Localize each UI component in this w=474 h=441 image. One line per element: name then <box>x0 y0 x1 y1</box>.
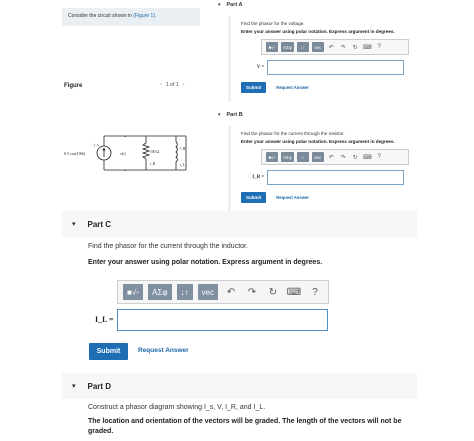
resistor-icon <box>143 143 149 159</box>
resistor-value-label: 100 Ω <box>150 150 159 154</box>
help-icon[interactable]: ? <box>377 154 381 160</box>
prev-figure-icon[interactable]: ‹ <box>160 82 162 88</box>
vec-button[interactable]: vec <box>312 42 324 52</box>
part-c-question: Find the phasor for the current through the inductor. <box>88 243 248 250</box>
templates-button[interactable]: ■√▫ <box>123 284 143 300</box>
figure-label: Figure <box>64 83 83 89</box>
part-d-note: The location and orientation of the vectors will be graded. The length of the vectors will not be graded. <box>88 418 402 435</box>
templates-button[interactable]: ■√▫ <box>266 152 278 162</box>
part-c-instruction: Enter your answer using polar notation. Express argument in degrees. <box>88 259 323 266</box>
reset-icon[interactable]: ↻ <box>352 44 358 51</box>
part-b-actions <box>241 192 404 203</box>
part-a-submit-button[interactable]: Submit <box>241 82 266 93</box>
part-a-answer-row <box>241 60 404 75</box>
collapse-icon: ▾ <box>72 221 76 228</box>
part-c-header[interactable] <box>62 211 417 237</box>
next-figure-icon[interactable]: › <box>182 82 185 88</box>
svg-text:+: + <box>124 134 127 139</box>
greek-button[interactable]: ΑΣφ <box>281 152 294 162</box>
sort-button[interactable]: ↓↑ <box>297 42 309 52</box>
pager-label: 1 of 1 <box>166 82 179 88</box>
sort-button[interactable]: ↓↑ <box>297 152 309 162</box>
part-c-submit-button[interactable]: Submit <box>89 343 128 360</box>
undo-icon[interactable]: ↶ <box>328 154 334 161</box>
reset-icon[interactable]: ↻ <box>352 154 358 161</box>
circuit-diagram <box>64 128 204 178</box>
part-a <box>218 2 404 90</box>
help-icon[interactable]: ? <box>312 286 318 298</box>
templates-button[interactable]: ■√▫ <box>266 42 278 52</box>
undo-icon[interactable]: ↶ <box>328 44 334 51</box>
keyboard-icon[interactable]: ⌨ <box>286 286 302 298</box>
part-b <box>218 112 404 200</box>
intro-text: Consider the circuit shown in <box>68 13 132 19</box>
part-d-question: Construct a phasor diagram showing I_s, V, I_R, and I_L. <box>88 404 266 411</box>
inductor-icon <box>176 142 177 162</box>
reset-icon[interactable]: ↻ <box>268 286 278 298</box>
sort-button[interactable]: ↓↑ <box>177 284 193 300</box>
part-b-answer-field[interactable] <box>267 170 404 185</box>
part-a-actions <box>241 82 404 93</box>
keyboard-icon[interactable]: ⌨ <box>362 44 372 51</box>
svg-text:−: − <box>124 168 127 173</box>
ir-label: i_R <box>150 162 156 166</box>
collapse-icon: ▾ <box>218 112 221 118</box>
part-a-question: Find the phasor for the voltage. <box>241 21 305 26</box>
voltage-label: v(t) <box>120 151 126 156</box>
part-a-answer-field[interactable] <box>267 60 404 75</box>
greek-button[interactable]: ΑΣφ <box>281 42 294 52</box>
inductor-value-label: 1 H <box>180 147 186 151</box>
part-b-answer-label: I_R = <box>252 175 265 180</box>
part-d-title: Part D <box>87 381 112 391</box>
collapse-icon: ▾ <box>72 383 76 390</box>
part-d-header[interactable] <box>62 373 417 399</box>
part-a-body <box>228 16 404 102</box>
vec-button[interactable]: vec <box>312 152 324 162</box>
part-b-request-answer-link[interactable]: Request Answer <box>276 195 309 200</box>
keyboard-icon[interactable]: ⌨ <box>362 154 372 161</box>
part-b-instruction: Enter your answer using polar notation. Express argument in degrees. <box>241 139 395 144</box>
part-a-answer-label: V = <box>256 65 265 70</box>
source-current-label: i_s <box>94 142 99 147</box>
part-a-instruction: Enter your answer using polar notation. Express argument in degrees. <box>241 29 395 34</box>
part-c-request-answer-link[interactable]: Request Answer <box>138 347 189 354</box>
greek-button[interactable]: ΑΣφ <box>148 284 171 300</box>
part-a-title: Part A <box>226 2 243 8</box>
redo-icon[interactable]: ↷ <box>340 154 346 161</box>
part-b-toolbar <box>261 149 409 165</box>
part-b-title: Part B <box>226 112 243 118</box>
source-value-label: 0.5 cos(100t) <box>64 151 86 156</box>
il-label: i_L <box>180 163 185 167</box>
part-a-toolbar <box>261 39 409 55</box>
part-b-submit-button[interactable]: Submit <box>241 192 266 203</box>
part-a-header[interactable] <box>218 2 404 8</box>
undo-icon[interactable]: ↶ <box>226 286 236 298</box>
figure-pager <box>160 82 185 88</box>
part-a-request-answer-link[interactable]: Request Answer <box>276 85 309 90</box>
part-c-toolbar <box>117 280 329 304</box>
part-b-answer-row <box>241 170 404 185</box>
problem-intro <box>62 8 200 26</box>
redo-icon[interactable]: ↷ <box>340 44 346 51</box>
vec-button[interactable]: vec <box>198 284 218 300</box>
part-b-question: Find the phasor for the current through the resistor. <box>241 131 345 136</box>
intro-period: . <box>155 13 157 19</box>
help-icon[interactable]: ? <box>377 44 381 50</box>
part-b-header[interactable] <box>218 112 404 118</box>
collapse-icon: ▾ <box>218 2 221 8</box>
part-c-title: Part C <box>87 219 112 229</box>
figure-link[interactable]: (Figure 1) <box>133 13 155 19</box>
part-c-answer-label: I_L = <box>95 315 114 324</box>
part-c-answer-field[interactable] <box>117 309 328 331</box>
redo-icon[interactable]: ↷ <box>247 286 257 298</box>
part-b-body <box>228 126 404 212</box>
